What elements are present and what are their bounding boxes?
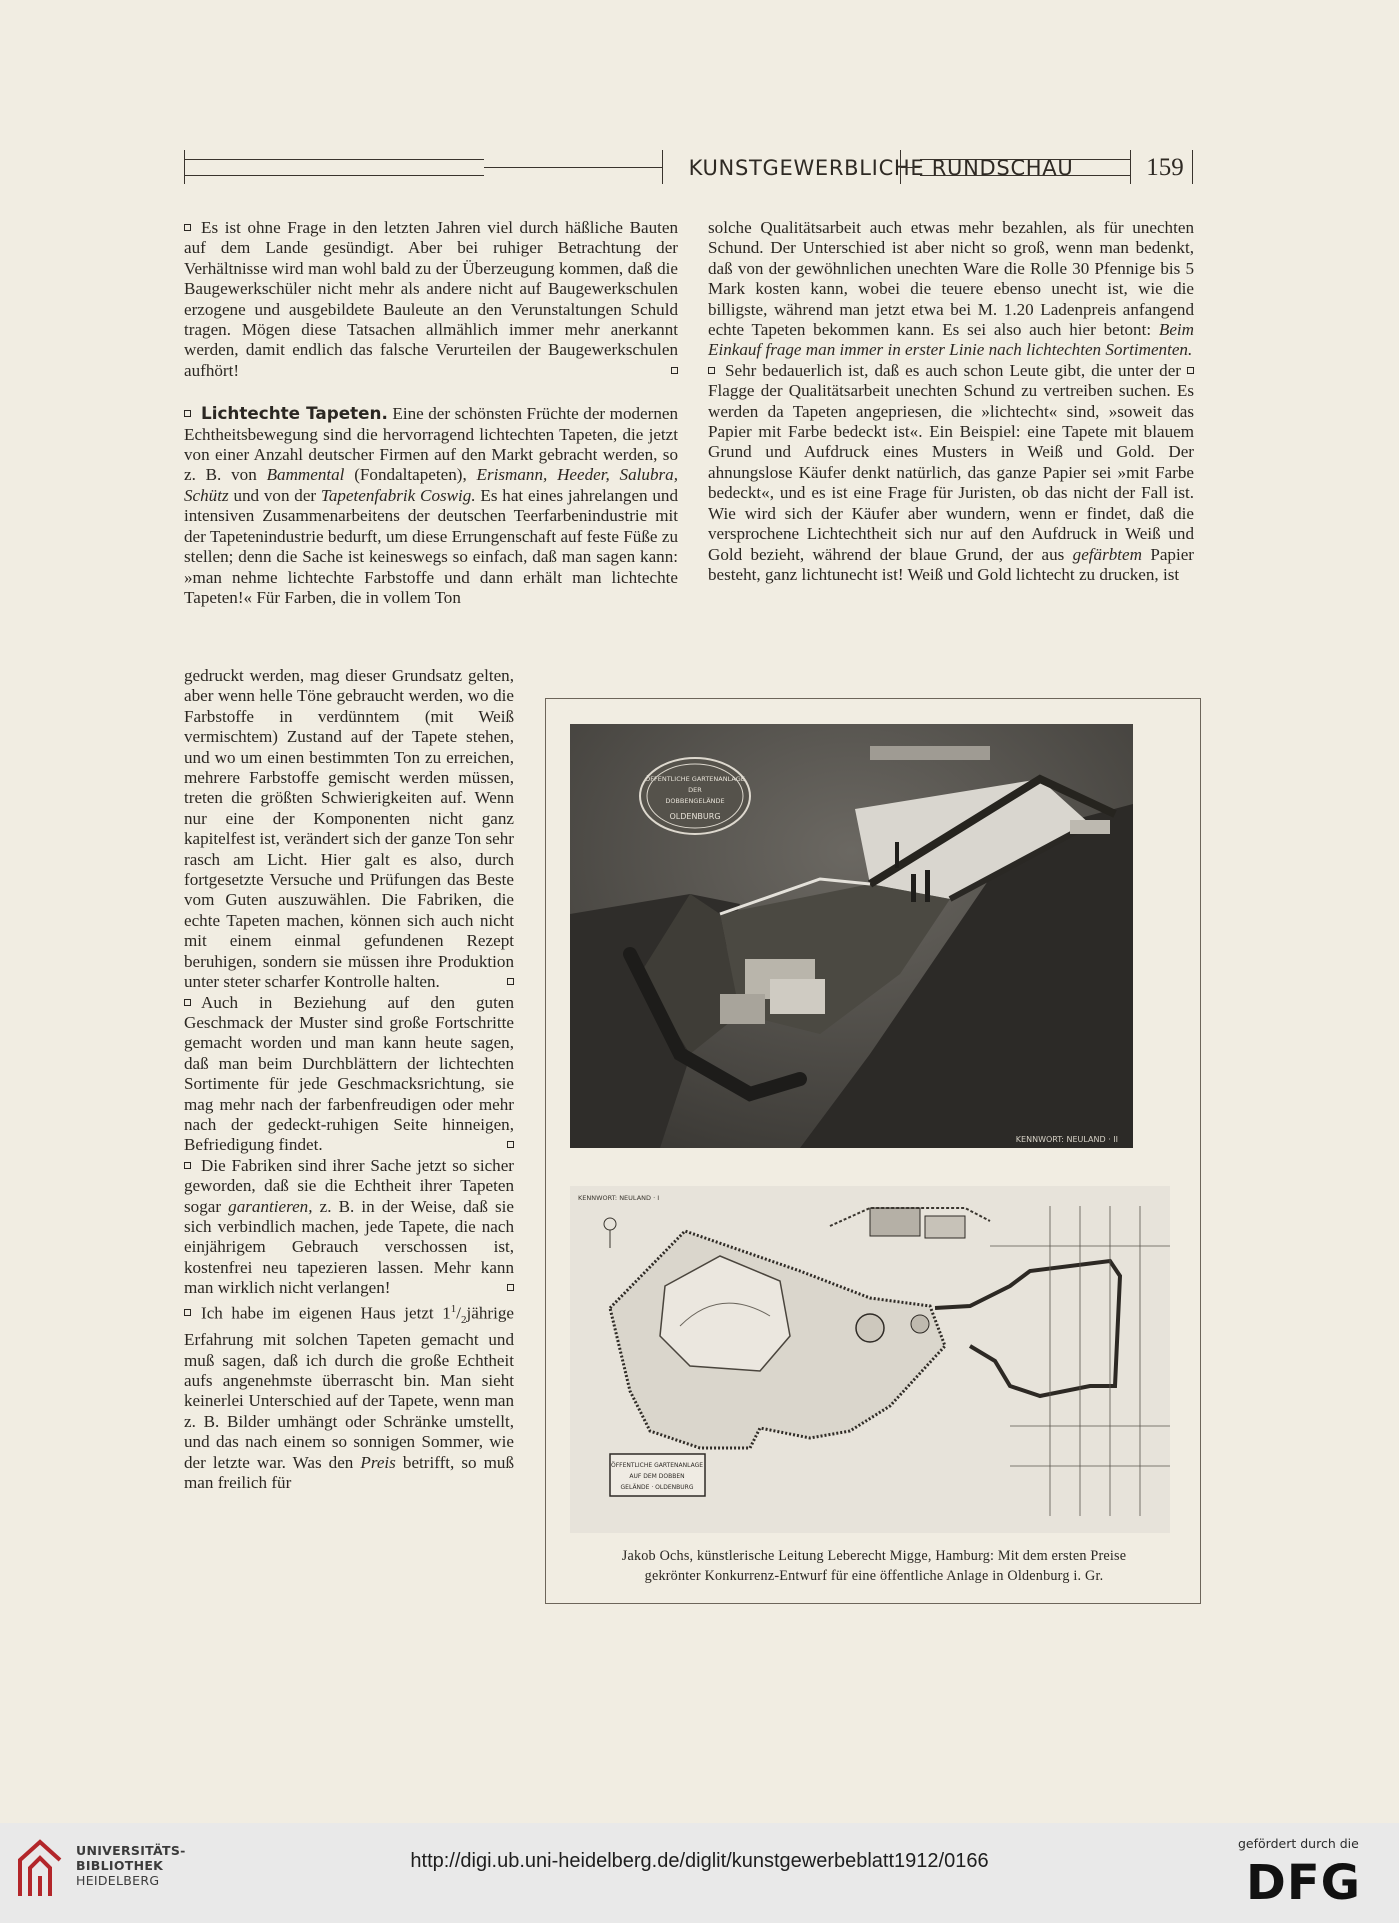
site-plan-drawing [570, 1186, 1170, 1533]
funded-by-label: gefördert durch die [1238, 1836, 1359, 1851]
plan-box-line3: GELÄNDE · OLDENBURG [620, 1484, 694, 1491]
oval-label-line4: OLDENBURG [669, 812, 721, 821]
dfg-logo: DFG [1246, 1855, 1362, 1911]
paragraph-schund: Sehr bedauerlich ist, daß es auch schon Leute gibt, die unter der Flagge der Qualitätsarbeit unechten Schund zu vertreiben suchen. Es werden da Tapeten angepriesen, die »lichtecht« sind, »soweit das Papier mit Farbe bedeckt ist«. Ein Beispiel: eine Tapete mit blauem Grund und Aufdruck eines Musters in Weiß und Gold. Der ahnungslose Käufer denkt natürlich, das ganze Papier sei »mit Farbe bedeckt«, und es ist eine Frage für Juristen, ob das nicht der Fall ist. Wie wird sich der Käufer aber wundern, wenn er findet, daß die versprochene Lichtechtheit sich nur auf den Aufdruck in Weiß und Gold bezieht, während der blaue Grund, der aus gefärbtem Papier besteht, ganz lichtunecht ist! Weiß und Gold lichtecht zu drucken, ist [708, 360, 1194, 584]
paragraph-marker-icon [184, 224, 191, 231]
page-number: 159 [1146, 154, 1184, 181]
running-header [184, 150, 1194, 184]
figure-caption [556, 1546, 1192, 1586]
plan-motto-label: KENNWORT: NEULAND · I [578, 1194, 660, 1202]
paragraph-marker-icon [184, 410, 191, 417]
plan-box-line1: ÖFFENTLICHE GARTENANLAGE [610, 1462, 704, 1469]
section-heading: Lichtechte Tapeten. [201, 403, 388, 424]
left-column-narrow [184, 666, 514, 1493]
paragraph-end-marker-icon [507, 978, 514, 985]
oval-label-line3: DOBBENGELÄNDE [665, 797, 725, 805]
paragraph-end-marker-icon [671, 367, 678, 374]
paragraph-marker-icon [184, 1162, 191, 1169]
caption-line-2: gekrönter Konkurrenz-Entwurf für eine öffentliche Anlage in Oldenburg i. Gr. [644, 1568, 1104, 1584]
oval-label-line1: ÖFFENTLICHE GARTENANLAGE [645, 775, 745, 783]
paragraph-geschmack: Auch in Beziehung auf den guten Geschmack der Muster sind große Fortschritte gemacht worden und man kann heute sagen, daß man beim Durchblättern der lichtechten Sortimente für jede Geschmacksrichtung, sie mag mehr nach der farbenfreudigen oder mehr nach der gedeckt-ruhigen Seite hinneigen, Befriedigung findet. [184, 992, 514, 1155]
library-name: UNIVERSITÄTS- BIBLIOTHEK HEIDELBERG [76, 1843, 186, 1888]
paragraph-end-marker-icon [507, 1284, 514, 1291]
digitization-footer [0, 1823, 1399, 1923]
paragraph-end-marker-icon [507, 1141, 514, 1148]
plan-box-line2: AUF DEM DOBBEN [629, 1473, 685, 1480]
paragraph-end-marker-icon [1187, 367, 1194, 374]
paragraph-baugewerkschulen: Es ist ohne Frage in den letzten Jahren viel durch häßliche Bauten auf dem Lande gesündigt. Aber bei ruhiger Betrachtung der Verhältnisse wird man wohl bald zu der Überzeugung kommen, daß die Baugewerkschüler nicht mehr als andere nicht auf Baugewerkschulen erzogene und ausgebildete Bauleute an den Verunstaltungen Schuld tragen. Mögen diese Tatsachen allmählich immer mehr anerkannt werden, damit endlich das falsche Verurteilen der Baugewerkschulen aufhört! [184, 218, 678, 380]
running-header-title: KUNSTGEWERBLICHE RUNDSCHAU [688, 156, 1074, 180]
paragraph-marker-icon [708, 367, 715, 374]
aerial-view-photo [570, 724, 1133, 1148]
paragraph-erfahrung: Ich habe im eigenen Haus jetzt $1^1/_2jährige$ Erfahrung mit solchen Tapeten gemacht und muß sagen, daß ich durch die große Echtheit aufs angenehmste überrascht bin. Man sieht keinerlei Unterschied auf der Tapete, wenn man z. B. Bilder umhängt oder Schränke umstellt, und das nach einem so sonnigen Sommer, wie der letzte war. Was den Preis betrifft, so muß man freilich für [184, 1302, 514, 1492]
caption-line-1: Jakob Ochs, künstlerische Leitung Leberecht Migge, Hamburg: Mit dem ersten Preise [621, 1548, 1127, 1564]
oval-label-line2: DER [688, 786, 702, 794]
paragraph-preis-continuation: solche Qualitätsarbeit auch etwas mehr bezahlen, als für unechten Schund. Der Unterschied ist aber nicht so groß, wenn man bedenkt, daß von der gewöhnlichen unechten Ware die Rolle 30 Pfennige bis 5 Mark kosten kann, wobei die teuere ebenso unecht ist, wie die billigste, während man jetzt etwa bei M. 1.20 Ladenpreis anfangend echte Tapeten bekommen kann. Es sei also auch hier betont: Beim Einkauf frage man immer in erster Linie nach lichtechten Sortimenten. [708, 218, 1194, 361]
paragraph-garantieren: Die Fabriken sind ihrer Sache jetzt so sicher geworden, daß sie die Echtheit ihrer Tapeten sogar garantieren, z. B. in der Weise, daß sie sich verbindlich machen, jede Tapete, die nach einjährigem Gebrauch verschossen ist, kostenfrei neu tapezieren lassen. Mehr kann man wirklich nicht verlangen! [184, 1155, 514, 1298]
paragraph-lichtechte-tapeten: Lichtechte Tapeten. Eine der schönsten Früchte der modernen Echtheitsbewegung sind die hervorragend lichtechten Tapeten, die jetzt von einer Anzahl deutscher Firmen auf den Markt gebracht werden, so z. B. von Bammental (Fondaltapeten), Erismann, Heeder, Salubra, Schütz und von der Tapetenfabrik Coswig. Es hat eines jahrelangen und intensiven Zusammenarbeitens der deutschen Teerfarbenindustrie mit der Tapetenindustrie bedurft, um diese Errungenschaft auf feste Füße zu stellen; denn die Sache ist keineswegs so einfach, daß man sagen kann: »man nehme lichtechte Farbstoffe und dann erhält man lichtechte Tapeten!« Für Farben, die in vollem Ton [184, 403, 679, 607]
paragraph-continuation: gedruckt werden, mag dieser Grundsatz gelten, aber wenn helle Töne gebraucht werden, wo die Farbstoffe in verdünntem (mit Weiß vermischtem) Zustand auf der Tapete stehen, und wo um einen bestimmten Ton zu erreichen, mehrere Farbstoffe gemischt werden müssen, treten die größten Schwierigkeiten auf. Wenn nur eine der Komponenten nicht ganz kapitelfest ist, verändert sich der ganze Ton sehr rasch am Licht. Hier galt es also, durch fortgesetzte Versuche und Prüfungen das Beste vom Guten auszuwählen. Die Fabriken, die echte Tapeten machen, können sich auch nicht mit einem einmal gefundenen Rezept beruhigen, sondern sie müssen ihre Produktion unter steter scharfer Kontrolle halten. [184, 666, 514, 992]
left-column-top [184, 218, 678, 608]
paragraph-marker-icon [184, 999, 191, 1006]
paragraph-marker-icon [184, 1309, 191, 1316]
photo-motto-label: KENNWORT: NEULAND · II [1015, 1135, 1118, 1144]
right-column [708, 218, 1194, 585]
source-url-link[interactable]: http://digi.ub.uni-heidelberg.de/diglit/kunstgewerbeblatt1912/0166 [410, 1850, 989, 1872]
